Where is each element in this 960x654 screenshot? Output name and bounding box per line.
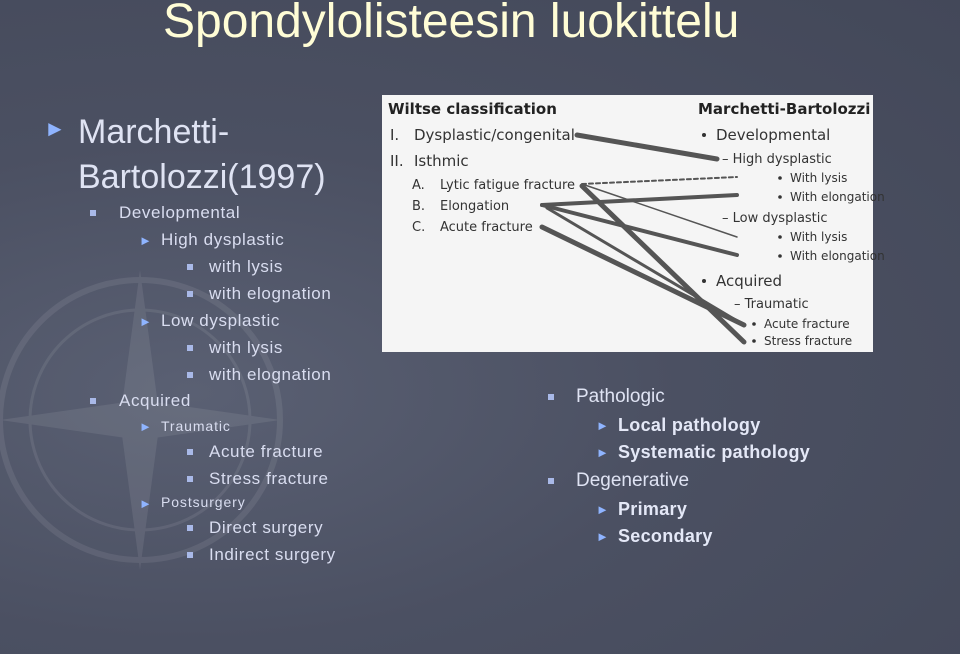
mb-heading: Marchetti-Bartolozzi bbox=[698, 100, 871, 118]
mb-high-lysis: With lysis bbox=[790, 171, 848, 185]
item-secondary: Secondary bbox=[618, 526, 713, 546]
square-bullet-icon bbox=[187, 476, 193, 482]
mb-acquired: Acquired bbox=[716, 272, 783, 290]
item-low-dysplastic: Low dysplastic bbox=[161, 311, 280, 330]
heading-line-1: Marchetti- bbox=[78, 113, 230, 151]
mb-low-elongation: With elongation bbox=[790, 249, 885, 263]
item-direct-surgery: Direct surgery bbox=[209, 518, 324, 537]
item-hd-with-elognation: with elognation bbox=[209, 284, 332, 303]
arrow-bullet-icon: ► bbox=[44, 116, 66, 141]
wiltse-letter-c: C. bbox=[412, 220, 426, 235]
square-bullet-icon bbox=[187, 291, 193, 297]
item-postsurgery: Postsurgery bbox=[161, 494, 246, 510]
wiltse-letter-a: A. bbox=[412, 178, 425, 193]
mb-stress-fracture: Stress fracture bbox=[764, 334, 853, 348]
arrow-bullet-icon: ► bbox=[139, 233, 152, 248]
item-systematic-pathology: Systematic pathology bbox=[618, 442, 811, 462]
item-high-dysplastic: High dysplastic bbox=[161, 230, 285, 249]
item-stress-fracture: Stress fracture bbox=[209, 469, 329, 488]
item-acquired: Acquired bbox=[119, 391, 191, 410]
arrow-bullet-icon: ► bbox=[596, 418, 609, 433]
square-bullet-icon bbox=[90, 398, 96, 404]
arrow-bullet-icon: ► bbox=[596, 502, 609, 517]
wiltse-acute: Acute fracture bbox=[440, 220, 533, 235]
square-bullet-icon bbox=[187, 345, 193, 351]
square-bullet-icon bbox=[187, 264, 193, 270]
wiltse-num-2: II. bbox=[390, 152, 404, 170]
square-bullet-icon bbox=[187, 372, 193, 378]
item-pathologic: Pathologic bbox=[576, 386, 665, 407]
wiltse-heading: Wiltse classification bbox=[388, 100, 557, 118]
mb-developmental: Developmental bbox=[716, 126, 831, 144]
wiltse-elongation: Elongation bbox=[440, 199, 510, 214]
square-bullet-icon bbox=[548, 478, 554, 484]
heading-line-2: Bartolozzi(1997) bbox=[78, 158, 326, 196]
item-indirect-surgery: Indirect surgery bbox=[209, 545, 336, 564]
item-degenerative: Degenerative bbox=[576, 470, 690, 491]
arrow-bullet-icon: ► bbox=[596, 445, 609, 460]
item-ld-with-lysis: with lysis bbox=[209, 338, 284, 357]
arrow-bullet-icon: ► bbox=[139, 496, 152, 511]
wiltse-num-1: I. bbox=[390, 126, 400, 144]
classification-mapping-figure bbox=[382, 95, 885, 352]
arrow-bullet-icon: ► bbox=[596, 529, 609, 544]
item-developmental: Developmental bbox=[119, 203, 241, 222]
mb-high-dysplastic: – High dysplastic bbox=[722, 152, 832, 167]
square-bullet-icon bbox=[90, 210, 96, 216]
wiltse-isthmic: Isthmic bbox=[414, 152, 469, 170]
item-local-pathology: Local pathology bbox=[618, 415, 761, 435]
mb-acute-fracture: Acute fracture bbox=[764, 317, 850, 331]
mapping-lines bbox=[542, 135, 744, 342]
mb-low-lysis: With lysis bbox=[790, 230, 848, 244]
classification-heading bbox=[78, 110, 326, 200]
mb-low-dysplastic: – Low dysplastic bbox=[722, 211, 828, 226]
mb-high-elongation: With elongation bbox=[790, 190, 885, 204]
wiltse-letter-b: B. bbox=[412, 199, 426, 214]
item-traumatic: Traumatic bbox=[161, 418, 231, 434]
item-ld-with-elognation: with elognation bbox=[209, 365, 332, 384]
wiltse-dysplastic: Dysplastic/congenital bbox=[414, 126, 575, 144]
arrow-bullet-icon: ► bbox=[139, 314, 152, 329]
mb-traumatic: – Traumatic bbox=[734, 297, 809, 312]
item-acute-fracture: Acute fracture bbox=[209, 442, 324, 461]
square-bullet-icon bbox=[187, 525, 193, 531]
arrow-bullet-icon: ► bbox=[139, 419, 152, 434]
square-bullet-icon bbox=[187, 449, 193, 455]
square-bullet-icon bbox=[187, 552, 193, 558]
square-bullet-icon bbox=[548, 394, 554, 400]
item-hd-with-lysis: with lysis bbox=[209, 257, 284, 276]
wiltse-lytic: Lytic fatigue fracture bbox=[440, 178, 576, 193]
slide-title: Spondylolisteesin luokittelu bbox=[163, 0, 740, 48]
item-primary: Primary bbox=[618, 499, 688, 519]
